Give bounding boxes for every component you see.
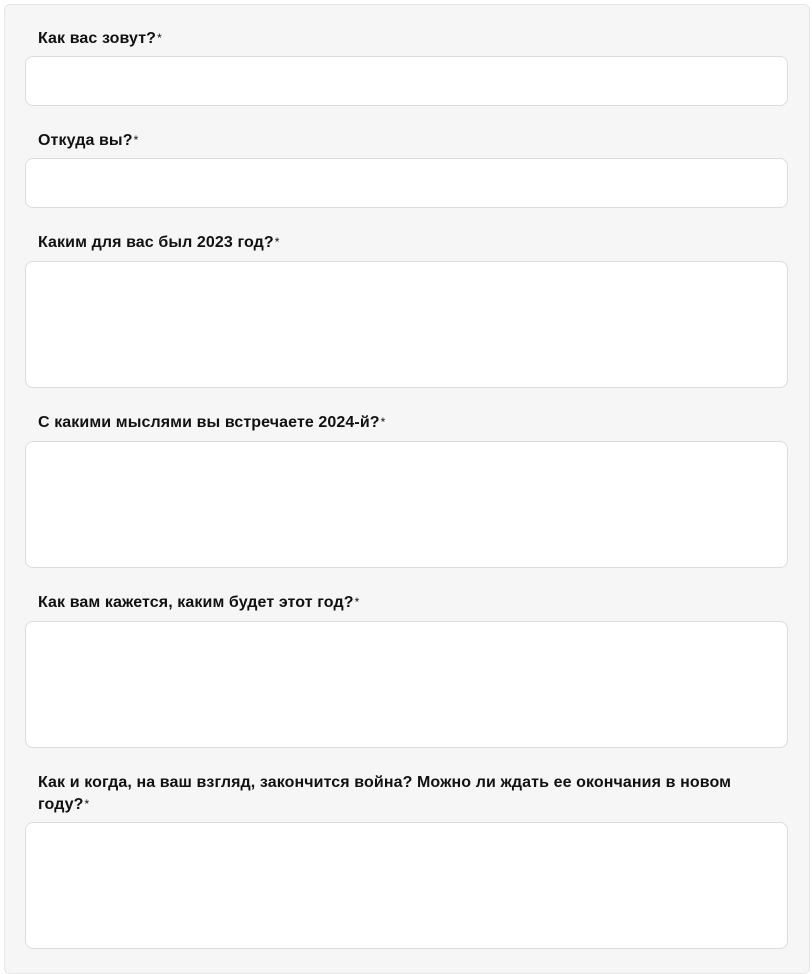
thoughts-2024-textarea[interactable]	[25, 441, 788, 568]
question-text: Откуда вы?	[38, 132, 133, 149]
required-mark: *	[157, 31, 162, 45]
question-text: Как вам кажется, каким будет этот год?	[38, 594, 354, 611]
question-label-2024-thoughts	[38, 412, 778, 434]
question-text: Каким для вас был 2023 год?	[38, 234, 274, 251]
required-mark: *	[380, 415, 386, 429]
question-label-year-forecast	[38, 592, 778, 614]
question-label-origin	[38, 130, 778, 152]
year-forecast-textarea[interactable]	[25, 621, 788, 748]
required-mark: *	[84, 797, 90, 811]
question-text: Как и когда, на ваш взгляд, закончится война? Можно ли ждать ее окончания в новом году?	[38, 774, 732, 813]
year-2023-textarea[interactable]	[25, 261, 788, 388]
origin-input[interactable]	[25, 158, 788, 208]
required-mark: *	[274, 235, 280, 249]
war-end-textarea[interactable]	[25, 822, 788, 949]
question-label-war-end	[38, 772, 778, 816]
question-text: Как вас зовут?	[38, 30, 157, 47]
required-mark: *	[354, 595, 360, 609]
question-label-name	[38, 28, 778, 50]
name-input[interactable]	[25, 56, 788, 106]
question-text: С какими мыслями вы встречаете 2024-й?	[38, 414, 380, 431]
question-label-2023	[38, 232, 778, 254]
required-mark: *	[133, 133, 139, 147]
